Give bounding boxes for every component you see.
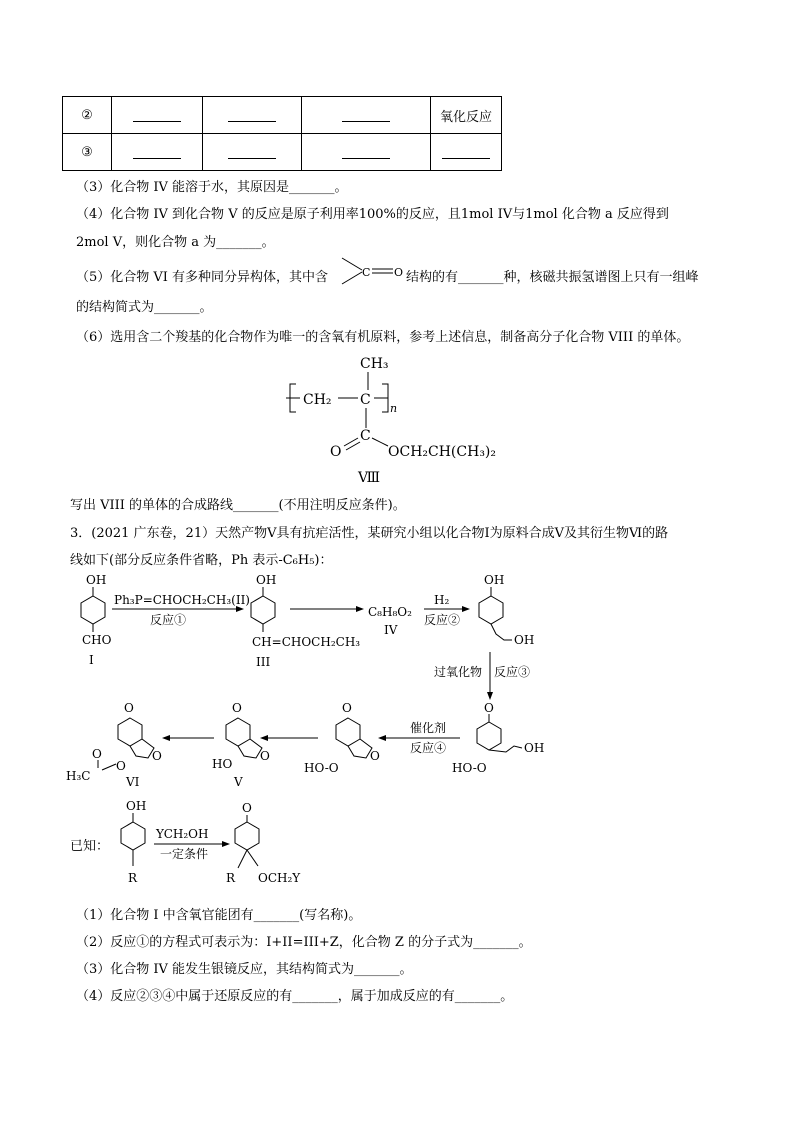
svg-text:O: O bbox=[370, 749, 380, 763]
svg-text:H₃C: H₃C bbox=[66, 769, 91, 783]
problem-3-line2: 线如下(部分反应条件省略，Ph 表示-C₆H₅)： bbox=[70, 553, 333, 568]
svg-text:R: R bbox=[226, 871, 236, 885]
svg-text:VI: VI bbox=[126, 775, 140, 789]
svg-text:V: V bbox=[234, 775, 243, 789]
reaction-type-cell: 氧化反应 bbox=[431, 97, 502, 134]
svg-text:O: O bbox=[124, 701, 134, 715]
polymer-ch2: CH₂ bbox=[303, 392, 332, 408]
catalyst-reagent: 催化剂 bbox=[410, 721, 447, 735]
svg-text:O: O bbox=[484, 701, 494, 715]
svg-text:HO-O: HO-O bbox=[452, 761, 487, 775]
compound-iv-label: IV bbox=[384, 623, 398, 637]
sub-question-1: （1）化合物 I 中含氧官能团有_______(写名称)。 bbox=[76, 908, 362, 923]
svg-text:OH: OH bbox=[86, 573, 107, 587]
reaction-3-label: 反应③ bbox=[494, 665, 531, 679]
svg-text:O: O bbox=[92, 747, 102, 761]
svg-text:OH: OH bbox=[484, 573, 505, 587]
peroxide-reagent: 过氧化物 bbox=[434, 665, 483, 679]
polymer-ch3: CH₃ bbox=[360, 356, 389, 372]
svg-text:III: III bbox=[256, 655, 271, 669]
svg-text:CH=CHOCH₂CH₃: CH=CHOCH₂CH₃ bbox=[252, 635, 361, 649]
svg-text:HO-O: HO-O bbox=[304, 761, 339, 775]
row-number: ③ bbox=[63, 134, 112, 171]
svg-text:HO: HO bbox=[212, 757, 233, 771]
svg-text:O: O bbox=[116, 759, 126, 773]
question-6b: 写出 VIII 的单体的合成路线_______(不用注明反应条件)。 bbox=[70, 498, 406, 513]
svg-text:OH: OH bbox=[256, 573, 277, 587]
svg-text:O: O bbox=[260, 749, 270, 763]
svg-text:I: I bbox=[89, 653, 94, 667]
question-6: （6）选用含二个羧基的化合物作为唯一的含氧有机原料，参考上述信息，制备高分子化合物 VIII 的单体。 bbox=[76, 330, 690, 345]
reaction-1-label: 反应① bbox=[150, 613, 187, 627]
h2-reagent: H₂ bbox=[434, 593, 450, 607]
svg-text:CHO: CHO bbox=[82, 633, 112, 647]
polymer-c2: C bbox=[360, 428, 371, 444]
svg-text:O: O bbox=[394, 266, 404, 279]
problem-3-line1: 3．(2021 广东卷，21）天然产物Ⅴ具有抗疟活性，某研究小组以化合物Ⅰ为原料合成Ⅴ及其衍生物Ⅵ的路 bbox=[70, 526, 669, 541]
svg-text:O: O bbox=[232, 701, 242, 715]
reaction-4-label: 反应④ bbox=[410, 741, 447, 755]
compound-iv-formula: C₈H₈O₂ bbox=[368, 605, 412, 619]
svg-text:一定条件: 一定条件 bbox=[160, 847, 209, 861]
question-4-line2: 2mol V，则化合物 a 为_______。 bbox=[76, 235, 275, 250]
row-number: ② bbox=[63, 97, 112, 134]
polymer-n: n bbox=[390, 402, 398, 415]
question-3: （3）化合物 IV 能溶于水，其原因是_______。 bbox=[76, 180, 348, 195]
polymer-label: Ⅷ bbox=[358, 470, 381, 486]
polymer-o: O bbox=[330, 444, 342, 460]
sub-question-3: （3）化合物 IV 能发生银镜反应，其结构简式为_______。 bbox=[76, 962, 413, 977]
question-4-line1: （4）化合物 IV 到化合物 V 的反应是原子利用率100%的反应，且1mol IV与1mol 化合物 a 反应得到 bbox=[76, 207, 669, 222]
svg-text:OCH₂Y: OCH₂Y bbox=[258, 871, 301, 885]
svg-text:YCH₂OH: YCH₂OH bbox=[156, 827, 209, 841]
svg-text:C: C bbox=[362, 266, 371, 279]
sub-question-2: （2）反应①的方程式可表示为：I+II=III+Z，化合物 Z 的分子式为_______。 bbox=[76, 935, 532, 950]
svg-text:OH: OH bbox=[514, 633, 535, 647]
question-5-line1-pre: （5）化合物 VI 有多种同分异构体，其中含 bbox=[76, 270, 329, 285]
svg-text:R: R bbox=[128, 871, 138, 885]
svg-text:已知：: 已知： bbox=[70, 839, 110, 854]
sub-question-4: （4）反应②③④中属于还原反应的有_______，属于加成反应的有_______。 bbox=[76, 989, 514, 1004]
reaction-2-label: 反应② bbox=[424, 613, 461, 627]
polymer-c: C bbox=[360, 392, 371, 408]
question-5-line1-post: 结构的有_______种，核磁共振氢谱图上只有一组峰 bbox=[406, 270, 699, 285]
svg-text:O: O bbox=[242, 801, 252, 815]
question-5-line2: 的结构简式为_______。 bbox=[76, 300, 213, 315]
svg-text:OH: OH bbox=[126, 799, 147, 813]
svg-text:OH: OH bbox=[524, 741, 545, 755]
reagent-1: Ph₃P=CHOCH₂CH₃(II) bbox=[114, 593, 250, 607]
svg-text:O: O bbox=[152, 749, 162, 763]
polymer-ester: OCH₂CH(CH₃)₂ bbox=[388, 444, 497, 460]
svg-text:O: O bbox=[342, 701, 352, 715]
